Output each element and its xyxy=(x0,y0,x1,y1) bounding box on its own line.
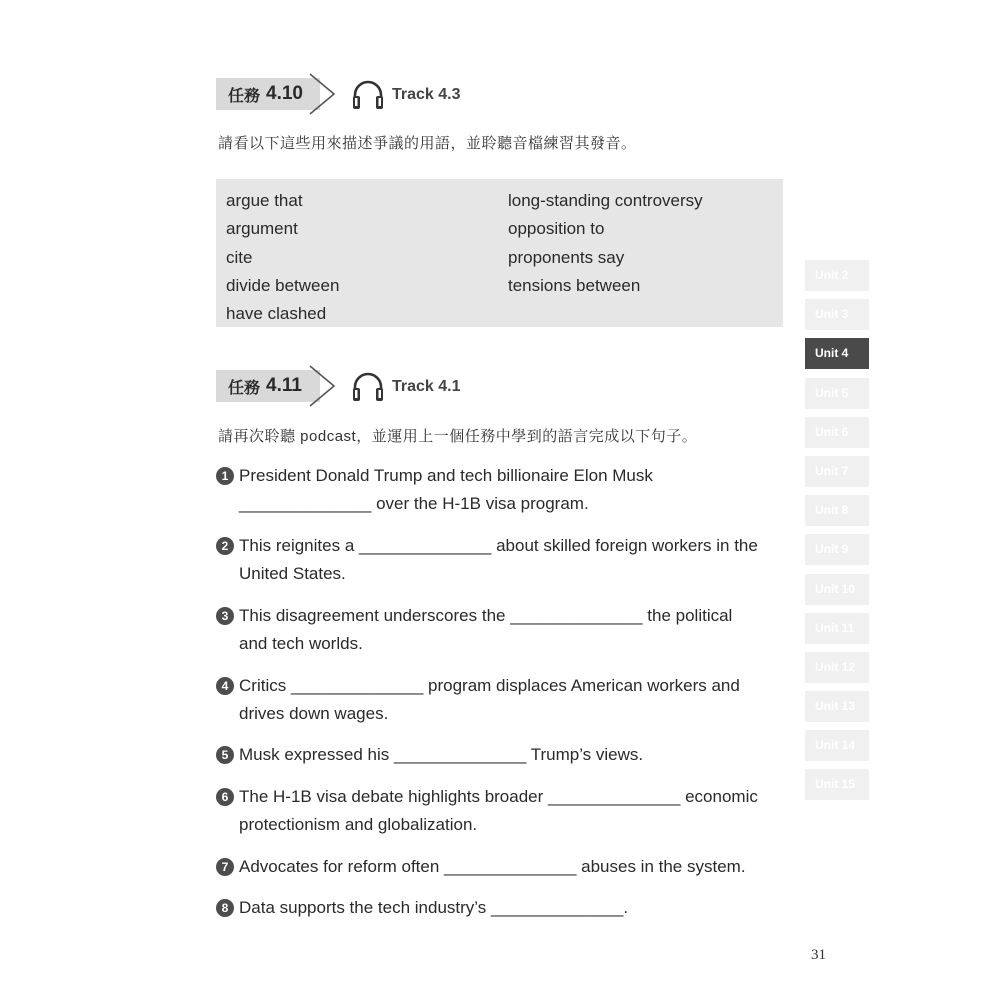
track-label: Track 4.3 xyxy=(392,86,461,103)
word-item: proponents say xyxy=(508,247,625,267)
unit-tabs xyxy=(805,260,869,809)
task-label: 任務 xyxy=(228,87,261,105)
question-line: This disagreement underscores the ______________ the political xyxy=(239,606,733,625)
unit-tab-active[interactable]: Unit 4 xyxy=(805,338,869,369)
question-6 xyxy=(216,783,796,839)
unit-tab[interactable]: Unit 14 xyxy=(805,730,869,761)
track-label: Track 4.1 xyxy=(392,378,461,395)
word-item: argument xyxy=(226,219,298,239)
instruction-4-11: 請再次聆聽 podcast，並運用上一個任務中學到的語言完成以下句子。 xyxy=(218,428,698,445)
question-line: This reignites a ______________ about skilled foreign workers in the xyxy=(239,536,758,555)
word-item: argue that xyxy=(226,191,303,210)
task-4-10-header xyxy=(216,72,516,116)
word-column-left xyxy=(226,187,339,328)
unit-tab[interactable]: Unit 7 xyxy=(805,456,869,487)
question-2 xyxy=(216,532,796,588)
question-8 xyxy=(216,894,796,922)
question-number: 6 xyxy=(216,788,234,806)
word-item: opposition to xyxy=(508,219,605,239)
task-4-11-header xyxy=(216,364,516,408)
question-5 xyxy=(216,741,796,769)
task-label: 任務 xyxy=(228,379,261,397)
question-line: President Donald Trump and tech billionaire Elon Musk xyxy=(239,466,653,485)
question-number: 2 xyxy=(216,537,234,555)
headphones-icon xyxy=(351,80,385,110)
unit-tab[interactable]: Unit 13 xyxy=(805,691,869,722)
word-item: tensions between xyxy=(508,275,641,295)
unit-tab[interactable]: Unit 11 xyxy=(805,613,869,644)
question-line: ______________ over the H-1B visa program. xyxy=(239,494,589,513)
question-number: 5 xyxy=(216,746,234,764)
question-line: drives down wages. xyxy=(239,704,389,723)
question-4 xyxy=(216,672,796,728)
word-item: divide between xyxy=(226,275,340,295)
question-line: The H-1B visa debate highlights broader ______________ economic xyxy=(239,787,758,806)
chevron-right-icon xyxy=(304,364,340,408)
question-line: Advocates for reform often ______________ abuses in the system. xyxy=(239,857,746,876)
question-number: 8 xyxy=(216,899,234,917)
task-number: 4.11 xyxy=(266,375,302,396)
unit-tab[interactable]: Unit 10 xyxy=(805,574,869,605)
word-box xyxy=(216,179,783,327)
unit-tab[interactable]: Unit 8 xyxy=(805,495,869,526)
page-number: 31 xyxy=(811,947,826,963)
question-line: protectionism and globalization. xyxy=(239,815,478,834)
question-line: Musk expressed his ______________ Trump’s views. xyxy=(239,745,644,764)
question-number: 1 xyxy=(216,467,234,485)
question-7 xyxy=(216,853,796,881)
question-line: and tech worlds. xyxy=(239,634,363,653)
headphones-icon xyxy=(351,372,385,402)
question-line: Critics ______________ program displaces American workers and xyxy=(239,676,740,695)
question-line: United States. xyxy=(239,564,346,583)
chevron-right-icon xyxy=(304,72,340,116)
unit-tab[interactable]: Unit 2 xyxy=(805,260,869,291)
question-1 xyxy=(216,462,796,518)
question-number: 4 xyxy=(216,677,234,695)
unit-tab[interactable]: Unit 3 xyxy=(805,299,869,330)
task-number: 4.10 xyxy=(266,83,303,104)
instruction-4-10: 請看以下這些用來描述爭議的用語，並聆聽音檔練習其發音。 xyxy=(218,135,637,152)
word-item: cite xyxy=(226,247,253,267)
word-item: have clashed xyxy=(226,304,327,324)
question-3 xyxy=(216,602,796,658)
unit-tab[interactable]: Unit 9 xyxy=(805,534,869,565)
unit-tab[interactable]: Unit 5 xyxy=(805,378,869,409)
word-item: long-standing controversy xyxy=(508,191,703,210)
question-number: 7 xyxy=(216,858,234,876)
question-number: 3 xyxy=(216,607,234,625)
question-line: Data supports the tech industry’s ______________. xyxy=(239,898,629,917)
unit-tab[interactable]: Unit 6 xyxy=(805,417,869,448)
unit-tab[interactable]: Unit 15 xyxy=(805,769,869,800)
unit-tab[interactable]: Unit 12 xyxy=(805,652,869,683)
word-column-right xyxy=(508,187,703,300)
